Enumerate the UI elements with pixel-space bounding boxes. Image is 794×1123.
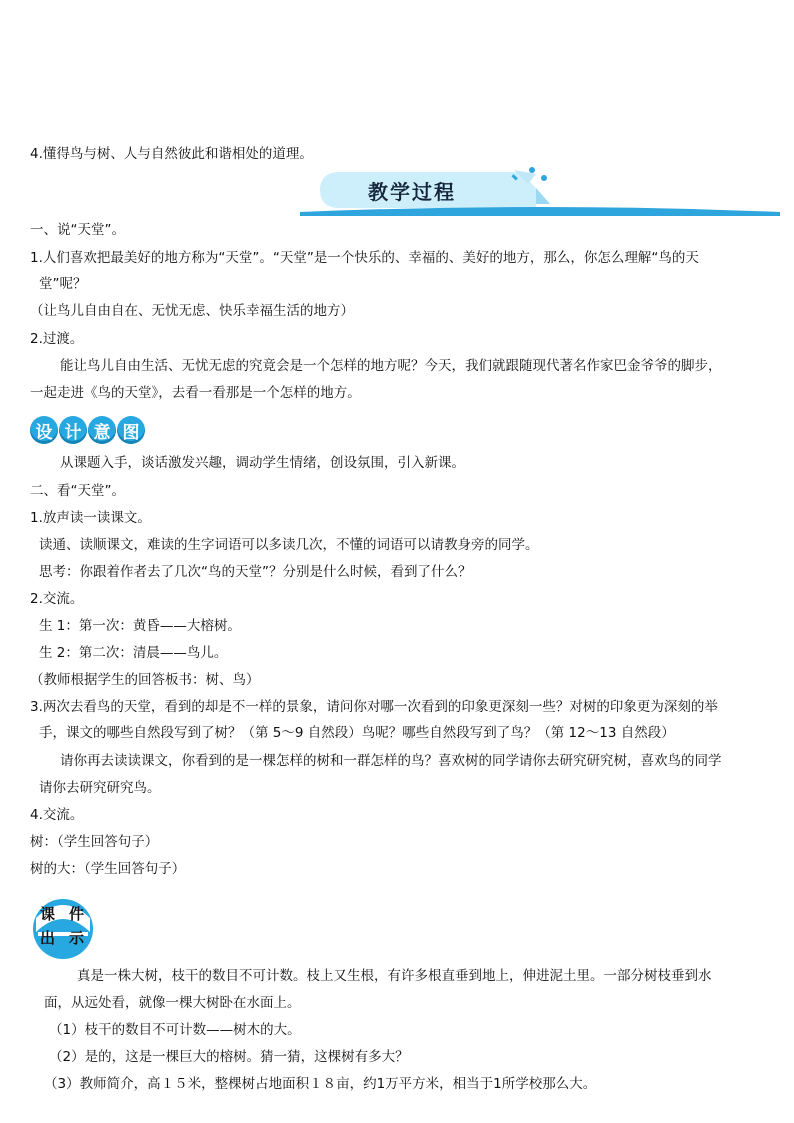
paragraph-line: 生 1：第一次：黄昏——大榕树。 [39,618,241,634]
objective-line-4: 4.懂得鸟与树、人与自然彼此和谐相处的道理。 [30,146,313,162]
badge-char: 图 [117,416,145,444]
paragraph-line: 树的大：（学生回答句子） [30,861,186,877]
paragraph-line: 1.人们喜欢把最美好的地方称为“天堂”。“天堂”是一个快乐的、幸福的、美好的地方，那么，你怎么理解“鸟的天 [30,250,699,266]
design-intent-text: 从课题入手，谈话激发兴趣，调动学生情绪，创设氛围，引入新课。 [60,455,465,471]
paragraph-line: 2.过渡。 [30,331,84,347]
paragraph-line: 4.交流。 [30,807,84,823]
list-item: （3）教师简介，高１５米，整棵树占地面积１８亩，约1万平方米，相当于1所学校那么大。 [44,1076,597,1092]
badge-char: 课 [40,905,56,923]
paragraph-line: 能让鸟儿自由生活、无忧无虑的究竟会是一个怎样的地方呢？今天，我们就跟随现代著名作家巴金爷爷的脚步， [60,358,722,374]
design-intent-badge [30,416,145,446]
paragraph-line: 3.两次去看鸟的天堂，看到的却是不一样的景象，请问你对哪一次看到的印象更深刻一些？对树的印象更为深刻的举 [30,699,718,715]
paragraph-line: 2.交流。 [30,591,84,607]
badge-char: 示 [68,929,84,947]
section-heading-1: 一、说“天堂”。 [30,222,125,238]
quoted-passage-line: 面，从远处看，就像一棵大树卧在水面上。 [44,995,301,1011]
section-heading-2: 二、看“天堂”。 [30,483,125,499]
paragraph-line: 一起走进《鸟的天堂》，去看一看那是一个怎样的地方。 [30,385,361,401]
paragraph-line: 请你去研究研究鸟。 [39,780,161,796]
quoted-passage-line: 真是一株大树，枝干的数目不可计数。枝上又生根，有许多根直垂到地上，伸进泥土里。一部分树枝垂到水 [77,968,712,984]
courseware-badge-text [40,904,84,948]
list-item: （2）是的，这是一棵巨大的榕树。猜一猜，这棵树有多大？ [49,1049,409,1065]
badge-char: 意 [88,416,116,444]
badge-char: 出 [40,929,56,947]
paragraph-line: 读通、读顺课文，难读的生字词语可以多读几次，不懂的词语可以请教身旁的同学。 [39,537,539,553]
badge-char: 设 [30,416,58,444]
paragraph-line: 请你再去读读课文，你看到的是一棵怎样的树和一群怎样的鸟？喜欢树的同学请你去研究研究树，喜欢鸟的同学 [60,753,722,769]
badge-char: 计 [59,416,87,444]
paragraph-line: 生 2：第二次：清晨——鸟儿。 [39,645,228,661]
paragraph-line: 堂”呢？ [39,276,87,292]
paragraph-line: 手，课文的哪些自然段写到了树？（第 5～9 自然段）鸟呢？哪些自然段写到了鸟？（第 12～13 自然段） [39,725,675,741]
paragraph-line: （让鸟儿自由自在、无忧无虑、快乐幸福生活的地方） [30,303,354,319]
paragraph-line: （教师根据学生的回答板书：树、鸟） [30,672,260,688]
banner-title: 教学过程 [368,180,456,204]
paragraph-line: 思考：你跟着作者去了几次“鸟的天堂”？分别是什么时候，看到了什么？ [39,564,472,580]
paragraph-line: 树：（学生回答句子） [30,834,159,850]
badge-char: 件 [68,905,84,923]
paragraph-line: 1.放声读一读课文。 [30,510,151,526]
list-item: （1）枝干的数目不可计数——树木的大。 [49,1022,301,1038]
